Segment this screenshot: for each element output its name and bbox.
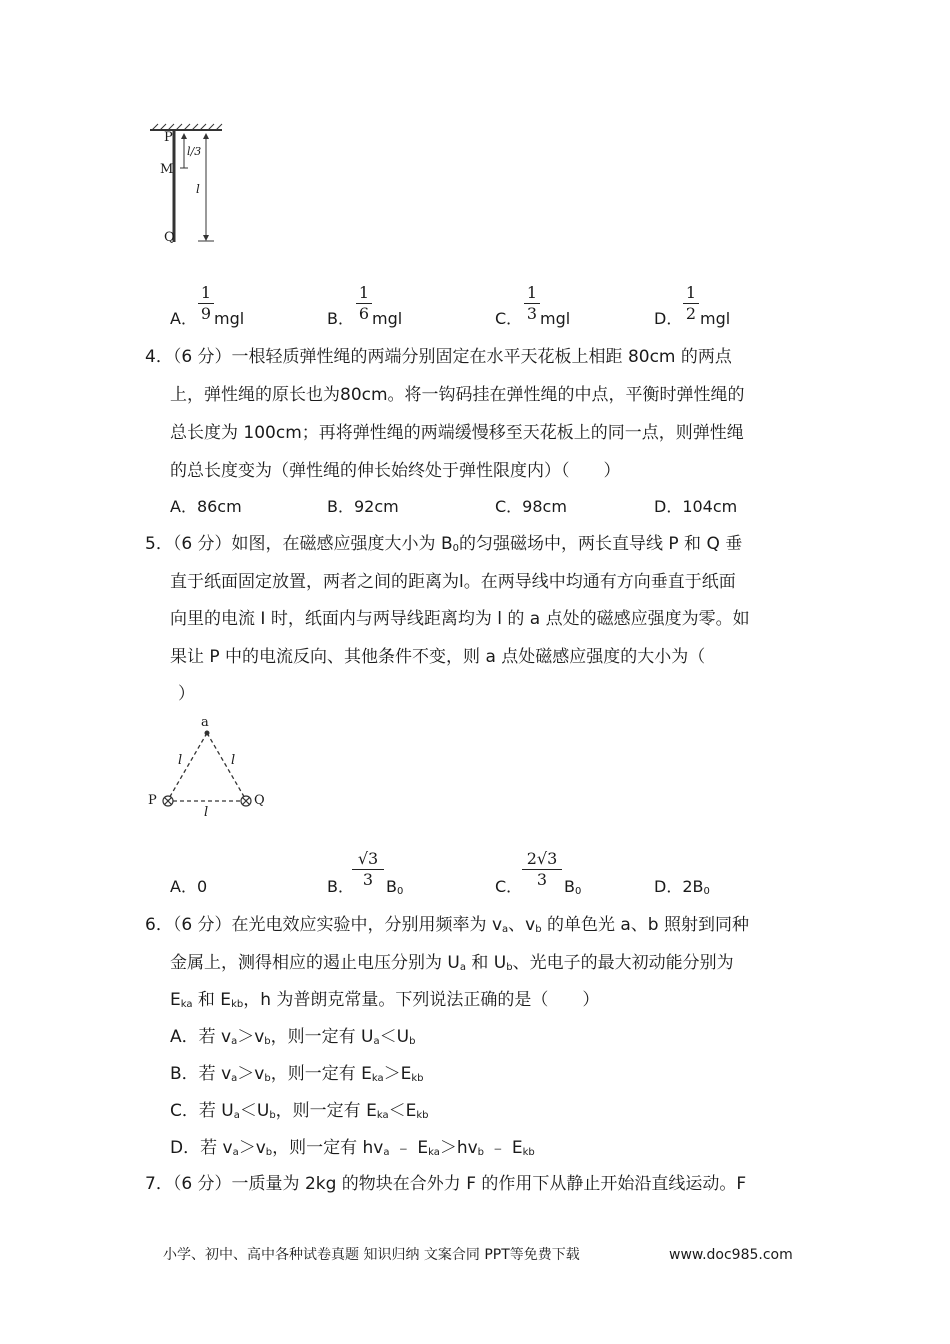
q3-option-b-letter[interactable]: B． xyxy=(327,309,354,328)
label-l-bottom: l xyxy=(204,805,209,820)
q3-option-b-fraction: 1 6 xyxy=(356,284,372,323)
q4-option-d[interactable]: D．104cm xyxy=(654,497,738,516)
footer-link[interactable]: www.doc985.com xyxy=(669,1247,793,1263)
label-m: M xyxy=(160,162,174,177)
q5-line-2: 直于纸面固定放置，两者之间的距离为l。在两导线中均通有方向垂直于纸面 xyxy=(170,572,736,592)
label-q-wire: Q xyxy=(254,793,265,808)
q5-option-b-suffix: $B_0$ xyxy=(386,877,404,897)
triangle-diagram xyxy=(140,715,280,825)
q3-option-d-letter[interactable]: D． xyxy=(654,309,683,328)
q6-line-3: $E_{ka}$ 和 $E_{kb}$，h 为普朗克常量。下列说法正确的是（ ） xyxy=(170,990,600,1010)
label-l3: l/3 xyxy=(187,145,202,158)
label-q: Q xyxy=(164,230,175,245)
q5-option-c-suffix: $B_0$ xyxy=(564,877,582,897)
q4-option-c[interactable]: C．98cm xyxy=(495,497,567,516)
q4-line-1: 4．（6 分）一根轻质弹性绳的两端分别固定在水平天花板上相距 80cm 的两点 xyxy=(145,347,732,367)
label-l-left: l xyxy=(178,753,183,768)
q3-option-d-suffix: mgl xyxy=(700,309,731,328)
q5-option-b-letter[interactable]: B． xyxy=(327,877,354,896)
label-l: l xyxy=(196,182,200,196)
q6-line-2: 金属上，测得相应的遏止电压分别为 $U_a$ 和 $U_b$、光电子的最大初动能分别为 xyxy=(170,953,734,973)
q6-line-1: 6．（6 分）在光电效应实验中，分别用频率为 $v_a$、$v_b$ 的单色光 a、b 照射到同种 xyxy=(145,915,749,935)
label-p-wire: P xyxy=(148,793,157,808)
q5-option-a[interactable]: A．0 xyxy=(170,877,208,896)
label-p: P xyxy=(164,130,173,145)
footer-text: 小学、初中、高中各种试卷真题 知识归纳 文案合同 PPT等免费下载 xyxy=(163,1247,580,1263)
q3-option-c-fraction: 1 3 xyxy=(524,284,540,323)
q3-option-a-letter[interactable]: A． xyxy=(170,309,197,328)
q6-option-c[interactable]: C．若 $U_a<U_b$，则一定有 $E_{ka}<E_{kb}$ xyxy=(170,1101,429,1121)
q7-line-1: 7．（6 分）一质量为 2kg 的物块在合外力 F 的作用下从静止开始沿直线运动。F xyxy=(145,1174,747,1194)
rope-diagram xyxy=(140,120,240,250)
q5-line-1: 5．（6 分）如图，在磁感应强度大小为 $B_0$的匀强磁场中，两长直导线 P 和 Q 垂 xyxy=(145,534,743,554)
q3-option-c-letter[interactable]: C． xyxy=(495,309,523,328)
q3-option-b-suffix: mgl xyxy=(372,309,403,328)
triangle-figure xyxy=(140,715,280,825)
q5-line-4: 果让 P 中的电流反向、其他条件不变，则 a 点处磁感应强度的大小为（ xyxy=(170,647,706,667)
q5-option-c-letter[interactable]: C． xyxy=(495,877,523,896)
q3-option-a-suffix: mgl xyxy=(214,309,245,328)
q5-option-b-fraction: √3 3 xyxy=(352,850,384,889)
q4-option-b[interactable]: B．92cm xyxy=(327,497,399,516)
q5-line-5: ） xyxy=(178,684,195,704)
q6-option-a[interactable]: A．若 $v_a>v_b$，则一定有 $U_a<U_b$ xyxy=(170,1027,416,1047)
q6-option-d[interactable]: D．若 $v_a>v_b$，则一定有 $hv_a$ ﹣ $E_{ka}>hv_b$ ﹣ $E_{kb}$ xyxy=(170,1138,535,1158)
q4-line-3: 总长度为 100cm；再将弹性绳的两端缓慢移至天花板上的同一点，则弹性绳 xyxy=(170,423,744,443)
q4-option-a[interactable]: A．86cm xyxy=(170,497,242,516)
rope-figure xyxy=(140,120,240,250)
q5-line-3: 向里的电流 I 时，纸面内与两导线距离均为 l 的 a 点处的磁感应强度为零。如 xyxy=(170,609,750,629)
q4-line-4: 的总长度变为（弹性绳的伸长始终处于弹性限度内）（ ） xyxy=(170,461,621,481)
q4-line-2: 上，弹性绳的原长也为80cm。将一钩码挂在弹性绳的中点，平衡时弹性绳的 xyxy=(170,385,745,405)
q5-option-c-fraction: 2√3 3 xyxy=(522,850,562,889)
q3-option-c-suffix: mgl xyxy=(540,309,571,328)
label-l-right: l xyxy=(231,753,236,768)
q6-option-b[interactable]: B．若 $v_a>v_b$，则一定有 $E_{ka}>E_{kb}$ xyxy=(170,1064,424,1084)
label-a: a xyxy=(201,715,209,730)
q3-option-a-fraction: 1 9 xyxy=(198,284,214,323)
q3-option-d-fraction: 1 2 xyxy=(683,284,699,323)
q5-option-d[interactable]: D．$2B_0$ xyxy=(654,877,710,897)
